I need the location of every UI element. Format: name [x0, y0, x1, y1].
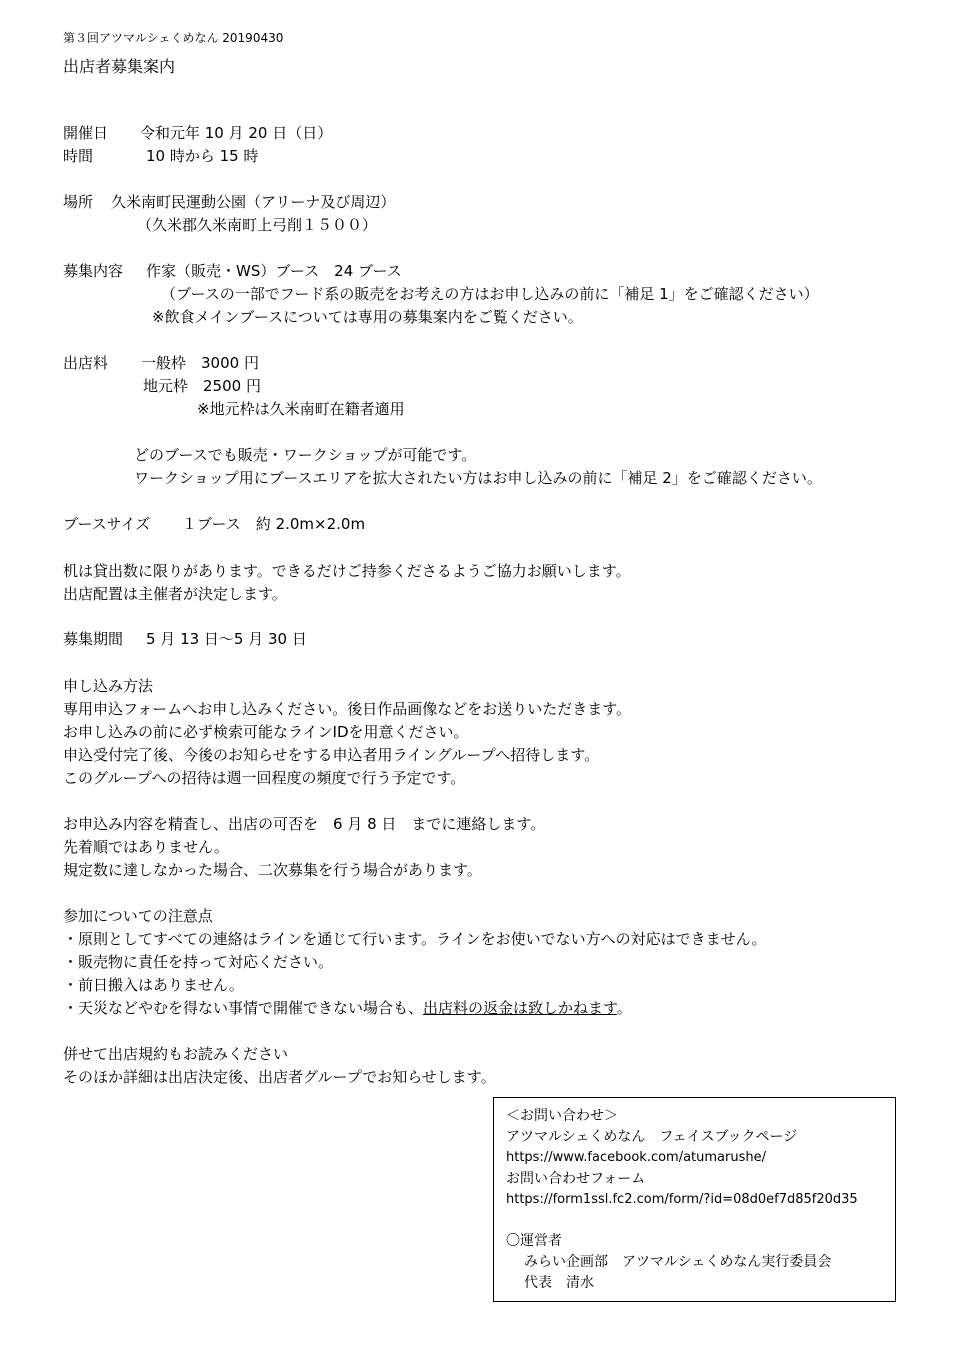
period-value: 5 月 13 日～5 月 30 日: [146, 630, 307, 648]
apply-line: このグループへの招待は週一回程度の頻度で行う予定です。: [63, 769, 466, 787]
form-label: お問い合わせフォーム: [506, 1171, 646, 1187]
facebook-label: アツマルシェくめなん フェイスブックページ: [506, 1129, 798, 1145]
closing-line-2: そのほか詳細は出店決定後、出店者グループでお知らせします。: [63, 1068, 496, 1086]
refund-suffix: 。: [616, 999, 632, 1017]
fee-label: 出店料: [63, 354, 109, 372]
refund-underlined: 出店料の返金は致しかねます: [423, 999, 617, 1017]
notes-item: ・前日搬入はありません。: [63, 976, 244, 994]
page-title: 出店者募集案内: [63, 57, 176, 76]
recruit-label: 募集内容: [63, 262, 124, 280]
date-value: 令和元年 10 月 20 日（日）: [140, 124, 333, 142]
notes-item: ・原則としてすべての連絡はラインを通じて行います。ラインをお使いでない方への対応はできません。: [63, 930, 767, 948]
refund-prefix: ・天災などやむを得ない事情で開催できない場合も、: [63, 999, 424, 1017]
apply-line: 専用申込フォームへお申し込みください。後日作品画像などをお送りいただきます。: [63, 700, 632, 718]
place-label: 場所: [63, 193, 94, 211]
fee-general: 一般枠 3000 円: [141, 354, 259, 372]
recruit-note-1: （ブースの一部でフード系の販売をお考えの方はお申し込みの前に「補足 1」をご確認ください）: [161, 285, 819, 303]
notes-item-refund: [63, 997, 632, 1019]
contact-box: [493, 1097, 896, 1302]
notes-heading: 参加についての注意点: [63, 907, 213, 925]
time-value: 10 時から 15 時: [146, 147, 259, 165]
recruit-value: 作家（販売・WS）ブース 24 ブース: [146, 262, 402, 280]
apply-line: お申し込みの前に必ず検索可能なラインIDを用意ください。: [63, 723, 469, 741]
desk-line-2: 出店配置は主催者が決定します。: [63, 585, 287, 603]
recruit-note-2: ※飲食メインブースについては専用の募集案内をご覧ください。: [152, 308, 583, 326]
booth-note-2: ワークショップ用にブースエリアを拡大されたい方はお申し込みの前に「補足 2」をご確認ください。: [134, 469, 822, 487]
booth-size-value: １ブース 約 2.0m×2.0m: [182, 515, 366, 533]
fee-local: 地元枠 2500 円: [143, 377, 261, 395]
operator-org: みらい企画部 アツマルシェくめなん実行委員会: [524, 1254, 832, 1270]
apply-line: 申込受付完了後、今後のお知らせをする申込者用ライングループへ招待します。: [63, 746, 600, 764]
review-line: お申込み内容を精査し、出店の可否を 6 月 8 日 までに連絡します。: [63, 815, 546, 833]
facebook-url[interactable]: https://www.facebook.com/atumarushe/: [506, 1150, 766, 1165]
booth-size-label: ブースサイズ: [63, 515, 151, 533]
time-label: 時間: [63, 147, 94, 165]
review-line: 規定数に達しなかった場合、二次募集を行う場合があります。: [63, 861, 482, 879]
notes-item: ・販売物に責任を持って対応ください。: [63, 953, 334, 971]
date-label: 開催日: [63, 124, 109, 142]
operator-heading: 〇運営者: [506, 1233, 562, 1249]
desk-line-1: 机は貸出数に限りがあります。できるだけご持参くださるようご協力お願いします。: [63, 562, 631, 580]
operator-rep: 代表 清水: [524, 1275, 594, 1291]
fee-local-note: ※地元枠は久米南町在籍者適用: [197, 400, 405, 418]
closing-line-1: 併せて出店規約もお読みください: [63, 1045, 289, 1063]
apply-heading: 申し込み方法: [63, 677, 154, 695]
form-url[interactable]: https://form1ssl.fc2.com/form/?id=08d0ef7d85f20d35: [506, 1192, 858, 1207]
place-address: （久米郡久米南町上弓削１５００）: [137, 216, 378, 234]
review-line: 先着順ではありません。: [63, 838, 229, 856]
period-label: 募集期間: [63, 630, 124, 648]
place-value: 久米南町民運動公園（アリーナ及び周辺）: [111, 193, 396, 211]
contact-heading: ＜お問い合わせ＞: [506, 1108, 618, 1124]
booth-note-1: どのブースでも販売・ワークショップが可能です。: [134, 446, 477, 464]
document-id: 第３回アツマルシェくめなん 20190430: [63, 31, 284, 45]
